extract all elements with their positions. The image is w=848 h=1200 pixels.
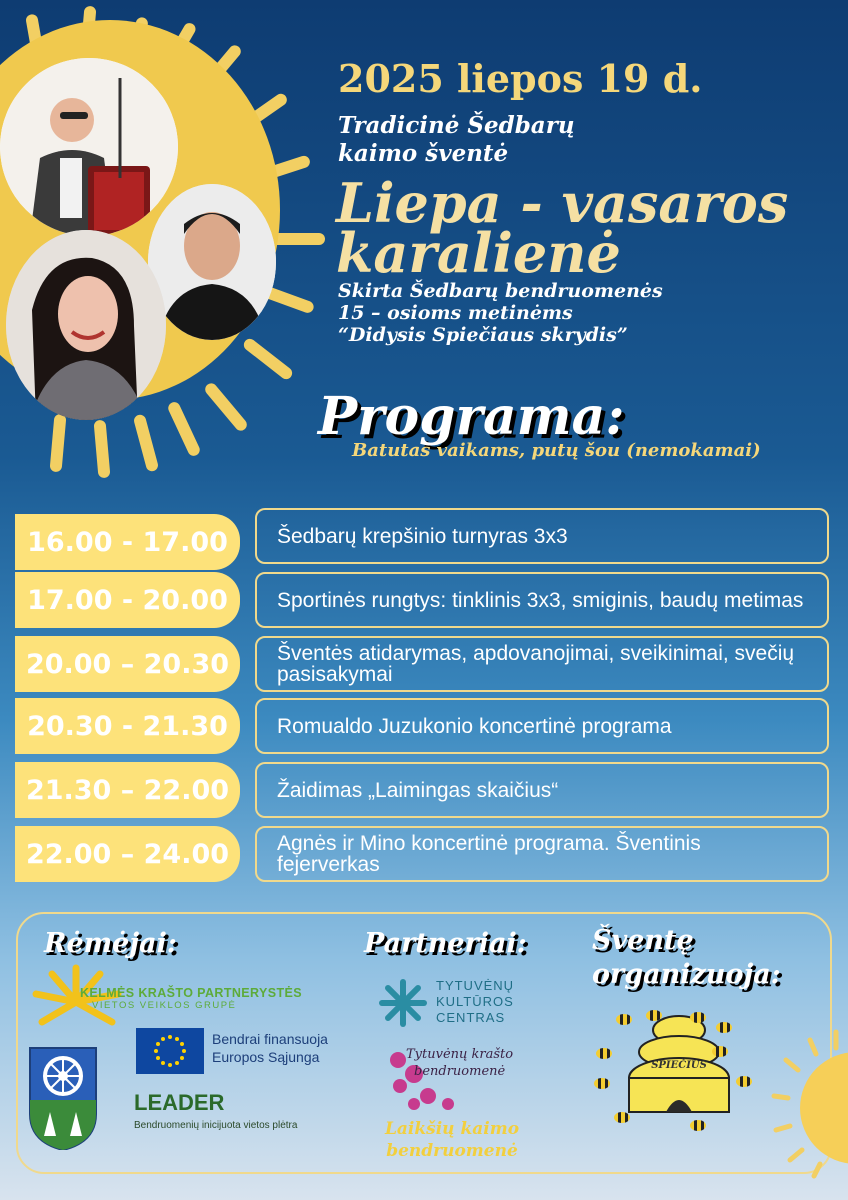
schedule-time: 20.00 – 20.30 [15, 636, 240, 692]
snowflake-icon [378, 978, 428, 1028]
event-subtitle-line: kaimo šventė [338, 140, 509, 167]
eu-funding-text [212, 1030, 328, 1066]
program-heading: Programa: [318, 386, 625, 447]
schedule-description: Romualdo Juzukonio koncertinė programa [255, 698, 829, 754]
sun-ray [133, 413, 160, 472]
tkc-logo-line: CENTRAS [436, 1010, 506, 1025]
dedication [338, 280, 663, 346]
kelme-logo-title: KELMĖS KRAŠTO PARTNERYSTĖS [80, 986, 302, 1000]
tkb-logo-line: bendruomenė [414, 1064, 506, 1079]
tkb-logo-text [406, 1046, 513, 1080]
leader-subtitle: Bendruomenių inicijuota vietos plėtra [134, 1120, 298, 1131]
bee-icon [736, 1076, 752, 1087]
sun-ray [49, 414, 66, 473]
tkc-logo-line: KULTŪROS [436, 994, 514, 1009]
female-singer-photo [6, 230, 166, 420]
kelme-logo-subtitle: VIETOS VEIKLOS GRUPĖ [92, 1000, 237, 1011]
partners-heading: Partneriai: [364, 928, 527, 959]
sponsors-heading: Rėmėjai: [44, 928, 177, 959]
event-date: 2025 liepos 19 d. [338, 56, 703, 101]
eu-flag-icon [136, 1028, 204, 1074]
sun-ray [93, 420, 110, 479]
kelme-partnership-logo [22, 962, 332, 1032]
bee-icon [594, 1078, 610, 1089]
beehive-logo [594, 1008, 764, 1138]
tytuvenai-culture-center-logo [378, 978, 558, 1030]
schedule-time: 21.30 – 22.00 [15, 762, 240, 818]
dedication-line: “Didysis Spiečiaus skrydis” [338, 324, 628, 346]
bee-icon [614, 1112, 630, 1123]
bee-icon [616, 1014, 632, 1025]
organizer-heading-line: organizuoja: [592, 959, 781, 990]
event-title [336, 171, 789, 285]
event-title-line: Liepa - vasaros [336, 171, 789, 235]
bee-icon [596, 1048, 612, 1059]
tkc-logo-line: TYTUVĖNŲ [436, 978, 515, 993]
bee-icon [690, 1012, 706, 1023]
sun-ray [203, 381, 249, 433]
schedule-description: Agnės ir Mino koncertinė programa. Šventinis fejerverkas [255, 826, 829, 882]
event-title-line: karalienė [336, 221, 621, 285]
leader-logo-text: LEADER [134, 1090, 225, 1115]
laiksiai-line: Laikšių kaimo [384, 1119, 520, 1139]
municipality-coat-of-arms [28, 1046, 98, 1150]
dedication-line: Skirta Šedbarų bendruomenės [338, 280, 663, 302]
organizer-heading-line: Šventę [592, 925, 694, 956]
sun-corner-decoration [770, 1026, 848, 1186]
hive-label: SPIEČIUS [651, 1060, 707, 1071]
schedule-description: Žaidimas „Laimingas skaičius“ [255, 762, 829, 818]
eu-funding-line: Bendrai finansuoja [212, 1031, 328, 1047]
event-subtitle-line: Tradicinė Šedbarų [338, 112, 575, 139]
tkb-logo-line: Tytuvėnų krašto [406, 1047, 514, 1062]
bee-icon [646, 1010, 662, 1021]
bee-icon [716, 1022, 732, 1033]
schedule-time: 20.30 - 21.30 [15, 698, 240, 754]
eu-funding-line: Europos Sąjunga [212, 1049, 320, 1065]
schedule-time: 17.00 - 20.00 [15, 572, 240, 628]
laiksiai-line: bendruomenė [386, 1141, 518, 1161]
schedule-description: Sportinės rungtys: tinklinis 3x3, smiginis, baudų metimas [255, 572, 829, 628]
schedule-time: 22.00 – 24.00 [15, 826, 240, 882]
bee-icon [690, 1120, 706, 1131]
male-singer-photo [148, 184, 276, 340]
laiksiai-community [372, 1118, 532, 1162]
dedication-line: 15 – osioms metinėms [338, 302, 573, 324]
sun-ray [241, 336, 294, 381]
tytuvenai-community-logo [384, 1042, 534, 1114]
program-note: Batutas vaikams, putų šou (nemokamai) [352, 440, 761, 461]
organizer-heading [592, 924, 781, 992]
bee-icon [712, 1046, 728, 1057]
schedule-time: 16.00 - 17.00 [15, 514, 240, 570]
accordion-player-photo [0, 58, 178, 236]
schedule-description: Šventės atidarymas, apdovanojimai, sveikinimai, svečių pasisakymai [255, 636, 829, 692]
tkc-logo-text [436, 978, 514, 1026]
event-subtitle [338, 112, 575, 168]
schedule-description: Šedbarų krepšinio turnyras 3x3 [255, 508, 829, 564]
sun-ray [166, 400, 201, 458]
